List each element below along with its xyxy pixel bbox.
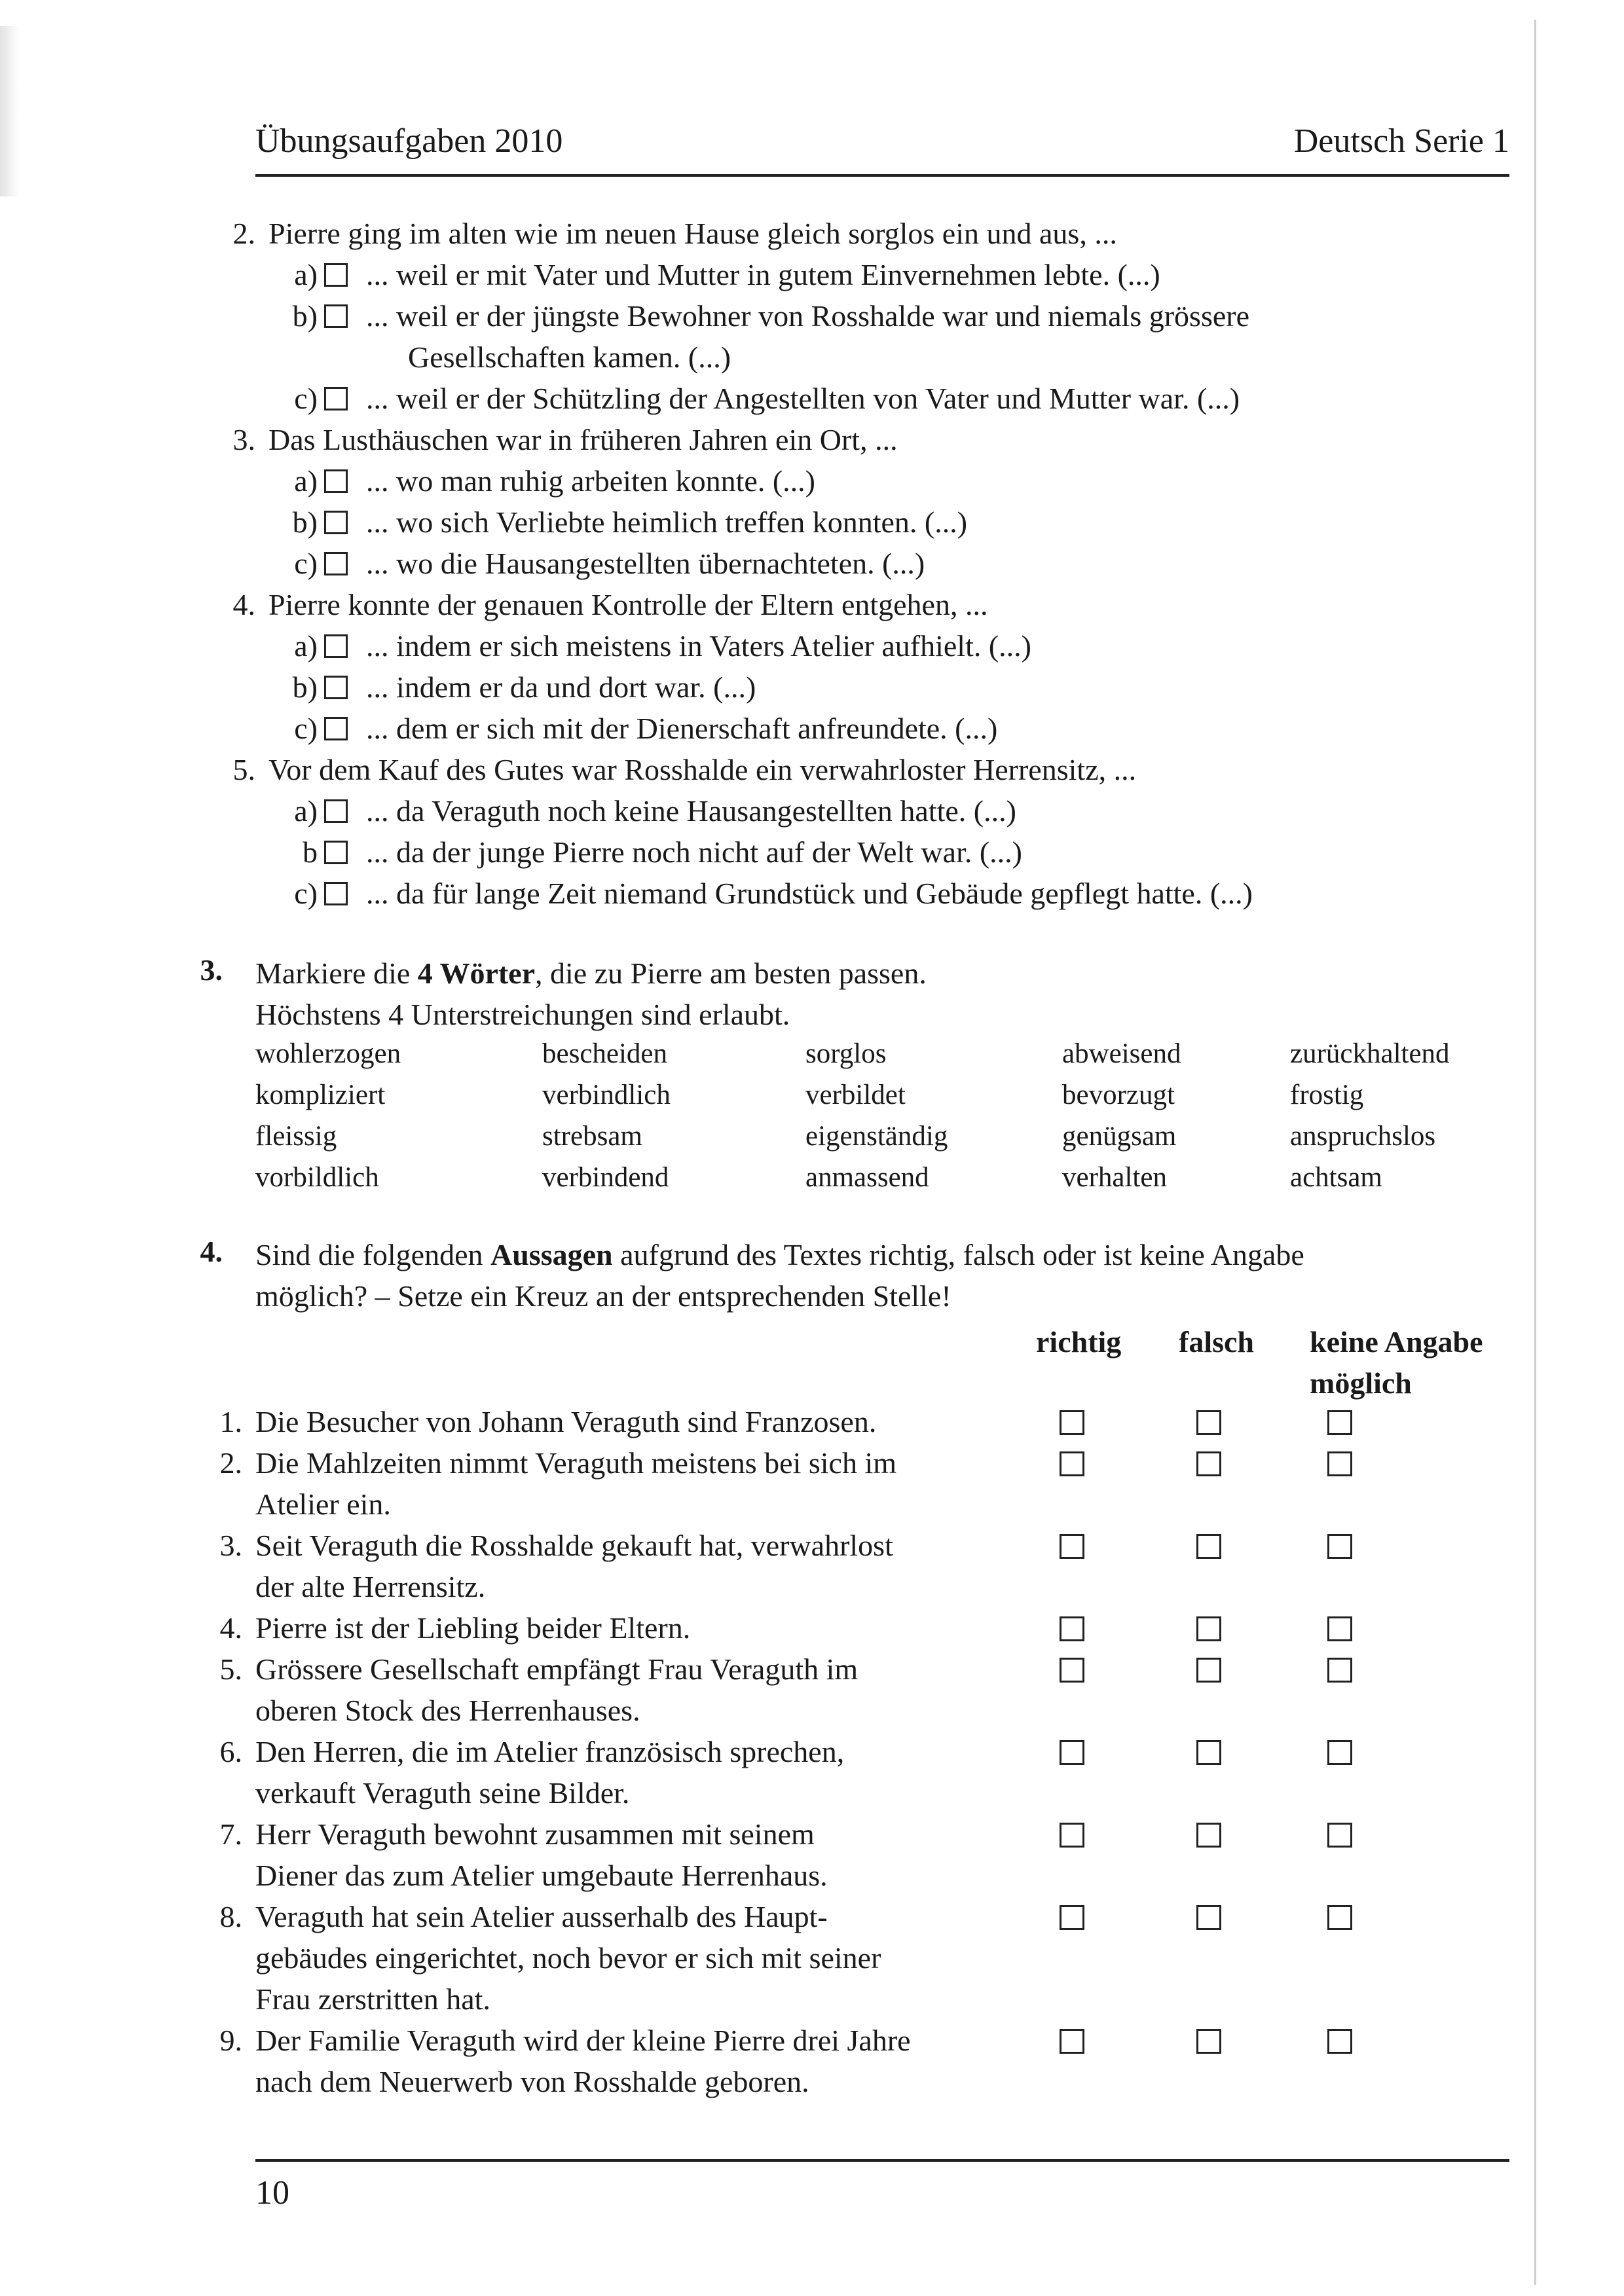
statement-line: Herr Veraguth bewohnt zusammen mit seinem	[255, 1817, 815, 1851]
statement-text	[255, 1525, 1198, 1607]
mc-question-number: 5.	[232, 753, 255, 786]
footer-rule	[255, 2159, 1509, 2162]
word-option[interactable]: genügsam	[1062, 1121, 1177, 1152]
statement-line: Die Mahlzeiten nimmt Veraguth meistens bei sich im	[255, 1446, 897, 1480]
checkbox-keine-angabe[interactable]	[1327, 1451, 1352, 1476]
section-number: 3.	[200, 953, 223, 987]
section-number: 4.	[200, 1235, 223, 1268]
mc-option-label: c)	[294, 382, 318, 415]
checkbox-keine-angabe[interactable]	[1327, 1534, 1352, 1559]
checkbox-keine-angabe[interactable]	[1327, 2029, 1352, 2054]
option-checkbox[interactable]	[324, 841, 348, 864]
mc-question	[196, 584, 1506, 625]
statement-text	[255, 1813, 1198, 1896]
mc-option-label: b)	[292, 670, 318, 704]
multiple-choice-block	[196, 213, 1506, 914]
word-option[interactable]: sorglos	[805, 1038, 887, 1069]
mc-question-number: 4.	[232, 588, 255, 621]
statement-line: verkauft Veraguth seine Bilder.	[255, 1776, 630, 1810]
mc-option-label: a)	[294, 629, 318, 663]
statement-line: Grössere Gesellschaft empfängt Frau Veraguth im	[255, 1652, 858, 1686]
statement-line: Frau zerstritten hat.	[255, 1982, 490, 2016]
mc-option	[259, 378, 1506, 419]
instruction-bold: Aussagen	[490, 1238, 613, 1271]
instruction-line-1	[255, 1234, 1500, 1275]
mc-option	[259, 295, 1506, 378]
mc-option	[259, 873, 1506, 914]
statement-text	[255, 1442, 1198, 1525]
mc-question	[196, 749, 1506, 790]
mc-option-text: ... wo die Hausangestellten übernachteten. (...)	[366, 547, 925, 580]
word-option[interactable]: zurückhaltend	[1290, 1038, 1450, 1069]
mc-option-label: a)	[294, 258, 318, 291]
word-option[interactable]: achtsam	[1290, 1162, 1382, 1193]
mc-option	[259, 501, 1506, 543]
word-option[interactable]: eigenständig	[805, 1121, 948, 1152]
page-edge-line	[1534, 20, 1536, 2285]
statement-number: 5.	[219, 1652, 242, 1686]
checkbox-richtig[interactable]	[1060, 1534, 1084, 1559]
mc-option	[259, 254, 1506, 295]
instruction-line-2: Höchstens 4 Unterstreichungen sind erlaubt.	[255, 998, 790, 1031]
checkbox-falsch[interactable]	[1196, 2029, 1221, 2054]
word-option[interactable]: strebsam	[542, 1121, 642, 1152]
checkbox-keine-angabe[interactable]	[1327, 1740, 1352, 1765]
word-option[interactable]: kompliziert	[255, 1080, 386, 1110]
checkbox-keine-angabe[interactable]	[1327, 1905, 1352, 1930]
mc-option-text: ... weil er der jüngste Bewohner von Rosshalde war und niemals grössere	[366, 299, 1250, 333]
statement-text	[255, 1607, 1198, 1649]
mc-option-label: b)	[292, 505, 318, 539]
mc-option-text: ... dem er sich mit der Dienerschaft anfreundete. (...)	[366, 712, 998, 745]
instruction-text: Markiere die	[255, 957, 418, 990]
instruction-text: aufgrund des Textes richtig, falsch oder ist keine Angabe	[612, 1238, 1304, 1271]
checkbox-falsch[interactable]	[1196, 1534, 1221, 1559]
option-checkbox[interactable]	[324, 263, 348, 287]
statement-number: 1.	[219, 1405, 242, 1438]
mc-option	[259, 543, 1506, 584]
checkbox-falsch[interactable]	[1196, 1410, 1221, 1435]
option-checkbox[interactable]	[324, 511, 348, 534]
option-checkbox[interactable]	[324, 882, 348, 905]
checkbox-falsch[interactable]	[1196, 1616, 1221, 1641]
checkbox-keine-angabe[interactable]	[1327, 1616, 1352, 1641]
checkbox-keine-angabe[interactable]	[1327, 1410, 1352, 1435]
word-option[interactable]: wohlerzogen	[255, 1038, 401, 1069]
option-checkbox[interactable]	[324, 387, 348, 410]
checkbox-falsch[interactable]	[1196, 1740, 1221, 1765]
mc-option-text: ... indem er da und dort war. (...)	[366, 670, 756, 704]
column-header-moeglich: möglich	[1310, 1366, 1412, 1400]
instruction-bold: 4 Wörter	[417, 957, 536, 990]
mc-option-label: a)	[294, 464, 318, 498]
statement-line: Atelier ein.	[255, 1487, 391, 1521]
statement-number: 4.	[219, 1611, 242, 1645]
statement-text	[255, 1731, 1198, 1813]
statement-line: Veraguth hat sein Atelier ausserhalb des Haupt-	[255, 1900, 828, 1933]
mc-option	[259, 708, 1506, 749]
option-checkbox[interactable]	[324, 717, 348, 740]
mc-option	[259, 625, 1506, 666]
mc-option-label: b	[303, 835, 318, 869]
option-checkbox[interactable]	[324, 676, 348, 699]
mc-question-text: Pierre konnte der genauen Kontrolle der Eltern entgehen, ...	[268, 588, 988, 621]
section-instructions	[255, 1234, 1500, 1317]
statement-number: 2.	[219, 1446, 242, 1480]
mc-question-text: Das Lusthäuschen war in früheren Jahren ein Ort, ...	[268, 423, 898, 456]
checkbox-falsch[interactable]	[1196, 1658, 1221, 1683]
word-option[interactable]: bevorzugt	[1062, 1080, 1175, 1110]
checkbox-falsch[interactable]	[1196, 1905, 1221, 1930]
statement-text	[255, 2020, 1198, 2102]
column-header-keine-angabe: keine Angabe	[1310, 1325, 1483, 1358]
checkbox-richtig[interactable]	[1060, 1823, 1084, 1848]
statement-line: der alte Herrensitz.	[255, 1570, 486, 1603]
section-instructions	[255, 953, 1500, 1035]
scan-edge-shadow	[0, 26, 20, 196]
mc-option-label: a)	[294, 794, 318, 828]
statement-line: oberen Stock des Herrenhauses.	[255, 1694, 640, 1727]
mc-question-number: 2.	[232, 217, 255, 250]
word-option[interactable]: verhalten	[1062, 1162, 1167, 1193]
checkbox-richtig[interactable]	[1060, 1451, 1084, 1476]
mc-option	[259, 831, 1506, 873]
mc-option-text: ... weil er der Schützling der Angestellten von Vater und Mutter war. (...)	[366, 382, 1240, 415]
mc-option-text: ... da für lange Zeit niemand Grundstück und Gebäude gepflegt hatte. (...)	[366, 877, 1253, 910]
mc-question-number: 3.	[232, 423, 255, 456]
header-left: Übungsaufgaben 2010	[255, 122, 563, 160]
statement-line: gebäudes eingerichtet, noch bevor er sich mit seiner	[255, 1941, 881, 1975]
word-option[interactable]: fleissig	[255, 1121, 337, 1152]
statement-number: 3.	[219, 1529, 242, 1562]
header-right: Deutsch Serie 1	[1293, 122, 1509, 160]
column-header-richtig: richtig	[1036, 1325, 1122, 1358]
checkbox-keine-angabe[interactable]	[1327, 1658, 1352, 1683]
checkbox-keine-angabe[interactable]	[1327, 1823, 1352, 1848]
checkbox-richtig[interactable]	[1060, 1740, 1084, 1765]
page-header	[255, 122, 1509, 177]
option-checkbox[interactable]	[324, 469, 348, 493]
instruction-text: , die zu Pierre am besten passen.	[535, 957, 927, 990]
word-option[interactable]: verbindend	[542, 1162, 669, 1193]
option-checkbox[interactable]	[324, 552, 348, 575]
statement-line: Pierre ist der Liebling beider Eltern.	[255, 1611, 691, 1645]
mc-question	[196, 419, 1506, 460]
word-option[interactable]: vorbildlich	[255, 1162, 379, 1193]
word-option[interactable]: verbindlich	[542, 1080, 671, 1110]
mc-option-text: ... indem er sich meistens in Vaters Atelier aufhielt. (...)	[366, 629, 1031, 663]
checkbox-richtig[interactable]	[1060, 1658, 1084, 1683]
word-option[interactable]: bescheiden	[542, 1038, 668, 1069]
statement-line: Der Familie Veraguth wird der kleine Pierre drei Jahre	[255, 2024, 911, 2057]
word-option[interactable]: abweisend	[1062, 1038, 1181, 1069]
statement-line: Diener das zum Atelier umgebaute Herrenhaus.	[255, 1859, 828, 1892]
mc-option-label: c)	[294, 712, 318, 745]
statement-line: Seit Veraguth die Rosshalde gekauft hat, verwahrlost	[255, 1529, 893, 1562]
checkbox-richtig[interactable]	[1060, 1410, 1084, 1435]
option-checkbox[interactable]	[324, 634, 348, 658]
mc-option-text: ... da Veraguth noch keine Hausangestellten hatte. (...)	[366, 794, 1016, 828]
mc-option	[259, 790, 1506, 831]
word-option[interactable]: anmassend	[805, 1162, 929, 1193]
word-option[interactable]: frostig	[1290, 1080, 1364, 1110]
statement-line: nach dem Neuerwerb von Rosshalde geboren.	[255, 2065, 809, 2098]
mc-option-text: ... wo sich Verliebte heimlich treffen konnten. (...)	[366, 505, 968, 539]
statement-text	[255, 1649, 1198, 1731]
mc-option-label: b)	[292, 299, 318, 333]
mc-option-text: ... wo man ruhig arbeiten konnte. (...)	[366, 464, 815, 498]
mc-option-text-wrap	[366, 295, 1506, 378]
column-header-falsch: falsch	[1179, 1325, 1254, 1358]
mc-question-text: Pierre ging im alten wie im neuen Hause gleich sorglos ein und aus, ...	[268, 217, 1117, 250]
mc-question-text: Vor dem Kauf des Gutes war Rosshalde ein verwahrloster Herrensitz, ...	[268, 753, 1137, 786]
mc-option	[259, 666, 1506, 708]
mc-option-label: c)	[294, 547, 318, 580]
page-number: 10	[255, 2174, 289, 2212]
statement-text	[255, 1401, 1198, 1442]
statement-number: 8.	[219, 1900, 242, 1933]
mc-option-text: ... da der junge Pierre noch nicht auf der Welt war. (...)	[366, 835, 1022, 869]
option-checkbox[interactable]	[324, 799, 348, 823]
instruction-line-2: möglich? – Setze ein Kreuz an der entsprechenden Stelle!	[255, 1279, 951, 1313]
mc-option-label: c)	[294, 877, 318, 910]
mc-option-text-continued: Gesellschaften kamen. (...)	[408, 340, 731, 374]
option-checkbox[interactable]	[324, 304, 348, 328]
statement-number: 7.	[219, 1817, 242, 1851]
checkbox-richtig[interactable]	[1060, 1616, 1084, 1641]
instruction-line-1	[255, 953, 1500, 994]
statement-text	[255, 1896, 1198, 2020]
checkbox-richtig[interactable]	[1060, 2029, 1084, 2054]
instruction-text: Sind die folgenden	[255, 1238, 490, 1271]
checkbox-falsch[interactable]	[1196, 1451, 1221, 1476]
word-option[interactable]: anspruchslos	[1290, 1121, 1436, 1152]
statement-line: Die Besucher von Johann Veraguth sind Franzosen.	[255, 1405, 877, 1438]
mc-question	[196, 213, 1506, 254]
word-option[interactable]: verbildet	[805, 1080, 906, 1110]
checkbox-richtig[interactable]	[1060, 1905, 1084, 1930]
mc-option	[259, 460, 1506, 501]
checkbox-falsch[interactable]	[1196, 1823, 1221, 1848]
statement-number: 9.	[219, 2024, 242, 2057]
statement-line: Den Herren, die im Atelier französisch sprechen,	[255, 1735, 845, 1768]
mc-option-text: ... weil er mit Vater und Mutter in gutem Einvernehmen lebte. (...)	[366, 258, 1160, 291]
statement-number: 6.	[219, 1735, 242, 1768]
